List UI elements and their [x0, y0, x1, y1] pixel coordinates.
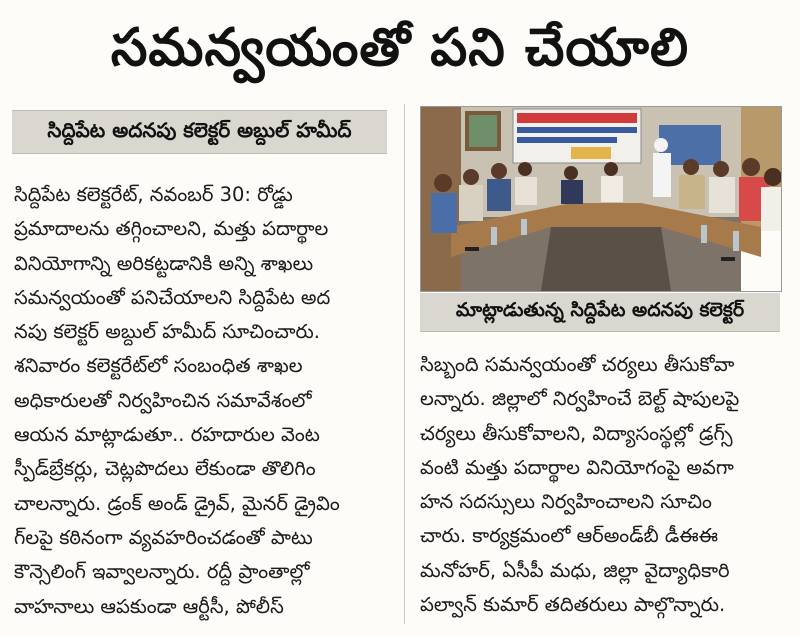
article-right-column — [420, 348, 782, 622]
article-line: గ్‌లపై కఠినంగా వ్యవహరించడంతో పాటు — [14, 525, 313, 549]
article-line: పల్వాన్ కుమార్ తదితరులు పాల్గొన్నారు. — [420, 593, 726, 617]
article-line: నపు కలెక్టర్ అబ్దుల్ హమీద్ సూచించారు. — [14, 320, 320, 344]
article-line: సమన్వయంతో పనిచేయాలని సిద్దిపేట అద — [14, 285, 331, 309]
article-line: వంటి మత్తు పదార్థాల వినియోగంపై అవగా — [420, 455, 734, 479]
article-line: వాహనాలు ఆపకుండా ఆర్టీసీ, పోలీస్ — [14, 594, 284, 618]
article-line: కౌన్సెలింగ్ ఇవ్వాలన్నారు. రద్దీ ప్రాంతాల్లో — [14, 560, 310, 584]
article-line: హన సదస్సులు నిర్వహించాలని సూచిం — [420, 490, 712, 514]
photo-caption: మాట్లాడుతున్న సిద్దిపేట అదనపు కలెక్టర్ — [420, 293, 780, 332]
subheadline: సిద్దిపేట అదనపు కలెక్టర్ అబ్దుల్ హమీద్ — [12, 110, 387, 154]
article-line: మనోహర్, ఏసీపీ మధు, జిల్లా వైద్యాధికారి — [420, 558, 730, 582]
article-left-column — [14, 178, 392, 624]
article-line: చాలన్నారు. డ్రంక్ అండ్ డ్రైవ్, మైనర్ డ్రైవిం — [14, 491, 340, 515]
article-line: అధికారులతో నిర్వహించిన సమావేశంలో — [14, 388, 312, 412]
article-line: వినియోగాన్ని అరికట్టడానికి అన్ని శాఖలు — [14, 251, 314, 275]
article-line: చర్యలు తీసుకోవాలని, విద్యాసంస్థల్లో డ్రగ్స్ — [420, 421, 733, 445]
meeting-photo — [420, 106, 782, 292]
article-line: శనివారం కలెక్టరేట్‌లో సంబంధిత శాఖల — [14, 354, 303, 378]
headline: సమన్వయంతో పని చేయాలి — [110, 18, 690, 78]
article-line: సిద్దిపేట కలెక్టరేట్, నవంబర్ 30: రోడ్డు — [14, 183, 293, 206]
column-divider — [404, 104, 405, 624]
article-line: సిబ్బంది సమన్వయంతో చర్యలు తీసుకోవా — [420, 353, 735, 376]
article-line: ప్రమాదాలను తగ్గించాలని, మత్తు పదార్థాల — [14, 217, 329, 241]
article-line: చారు. కార్యక్రమంలో ఆర్‌అండ్‌బీ డీఈఈ — [420, 524, 719, 548]
article-line: ఆయన మాట్లాడుతూ.. రహదారుల వెంట — [14, 423, 320, 447]
article-line: లన్నారు. జిల్లాలో నిర్వహించే బెల్ట్ షాపులపై — [420, 387, 740, 411]
article-line: స్పీడ్‌బ్రేకర్లు, చెట్లపొదలు లేకుండా తొలిగిం — [14, 457, 316, 481]
